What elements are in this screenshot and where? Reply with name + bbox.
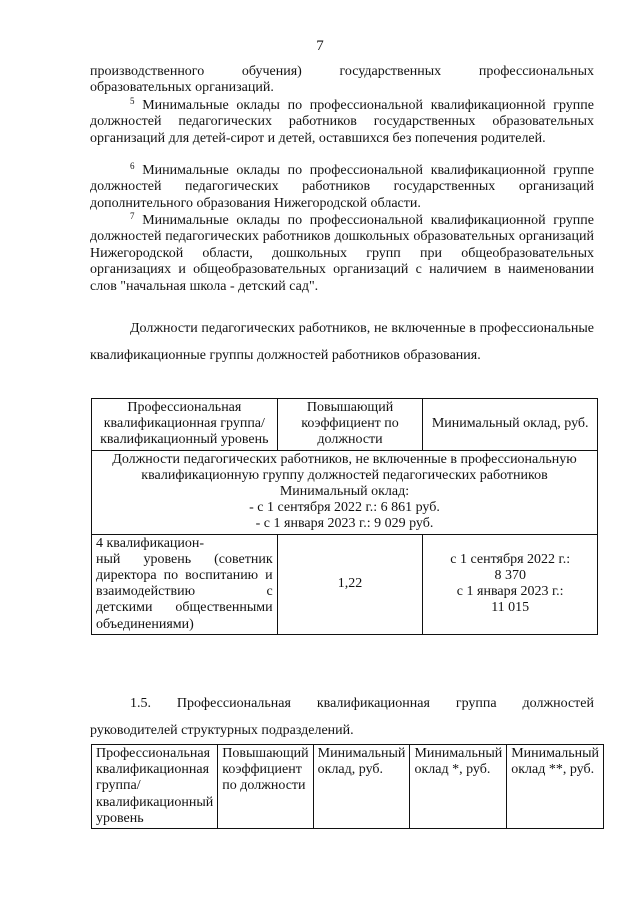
level-line: директора по воспитанию и bbox=[96, 568, 273, 584]
merged-date-1: - с 1 сентября 2022 г.: 6 861 руб. bbox=[249, 500, 440, 516]
table-row bbox=[92, 534, 598, 634]
footnote-marker: 7 bbox=[130, 211, 135, 221]
page-number: 7 bbox=[316, 38, 324, 54]
salary-line: 8 370 bbox=[494, 568, 526, 584]
salary-cell bbox=[423, 534, 598, 634]
merged-cell bbox=[92, 450, 598, 534]
section-intro: Должности педагогических работников, не включенные в профессиональные квалификационные группы должностей работников образования. bbox=[90, 321, 594, 363]
coefficient-cell: 1,22 bbox=[277, 534, 423, 634]
header-cell: Повышающий коэффициент по должности bbox=[218, 745, 313, 829]
level-line: 4 квалификацион- bbox=[96, 535, 205, 551]
level-line: детскими общественными bbox=[96, 600, 273, 616]
footnote-7: $^7$ Минимальные оклады по профессиональной квалификационной группе должностей педагогических работников дошкольных образовательных организаций Нижегородской области, дошкольных групп при общеобразовательных организациях и общеобразовательных организаций с наличием в наименовании слов "начальная школа - детский сад". bbox=[90, 211, 595, 294]
footnote-5: $^5$ Минимальные оклады по профессиональной квалификационной группе должностей педагогических работников государственных образовательных организаций для детей-сирот и детей, оставшихся без попечения родителей. bbox=[90, 96, 595, 146]
para-continuation-end: образовательных организаций. bbox=[90, 80, 274, 95]
level-line: ный уровень (советник bbox=[96, 551, 273, 567]
section-heading-1-5: 1.5. Профессиональная квалификационная группа должностей руководителей структурных подразделений. bbox=[90, 696, 594, 738]
para-continuation: производственного обучения) государственных профессиональных bbox=[90, 64, 594, 79]
merged-title: Должности педагогических работников, не включенные в профессиональную квалификационную группу должностей педагогических работников bbox=[112, 451, 577, 483]
merged-subtitle: Минимальный оклад: bbox=[279, 484, 410, 500]
header-cell: Минимальный оклад, руб. bbox=[313, 745, 410, 829]
merged-date-2: - с 1 января 2023 г.: 9 029 руб. bbox=[255, 516, 434, 532]
footnote-6: $^6$ Минимальные оклады по профессиональной квалификационной группе должностей педагогических работников государственных организаций дополнительного образования Нижегородской области. bbox=[90, 161, 595, 211]
footnote-marker: 6 bbox=[130, 161, 135, 171]
header-cell: Минимальный оклад, руб. bbox=[423, 399, 598, 451]
header-cell: Повышающий коэффициент по должности bbox=[277, 399, 423, 451]
salary-line: 11 015 bbox=[491, 600, 530, 616]
salary-line: с 1 сентября 2022 г.: bbox=[450, 551, 571, 567]
table-non-included-positions bbox=[91, 398, 598, 635]
level-line: объединениями) bbox=[96, 616, 194, 632]
header-cell: Минимальный оклад **, руб. bbox=[507, 745, 604, 829]
table-header-row bbox=[92, 745, 604, 829]
footnote-marker: 5 bbox=[130, 96, 135, 106]
table-managers-header bbox=[91, 744, 604, 829]
header-cell: Профессиональная квалификационная группа/квалификационный уровень bbox=[92, 745, 218, 829]
table-merged-row bbox=[92, 450, 598, 534]
header-cell: Профессиональная квалификационная группа/квалификационный уровень bbox=[92, 399, 278, 451]
row-level-cell bbox=[92, 534, 278, 634]
header-cell: Минимальный оклад *, руб. bbox=[410, 745, 507, 829]
table-header-row bbox=[92, 399, 598, 451]
level-line: взаимодействию с bbox=[96, 584, 273, 600]
salary-line: с 1 января 2023 г.: bbox=[456, 584, 564, 600]
